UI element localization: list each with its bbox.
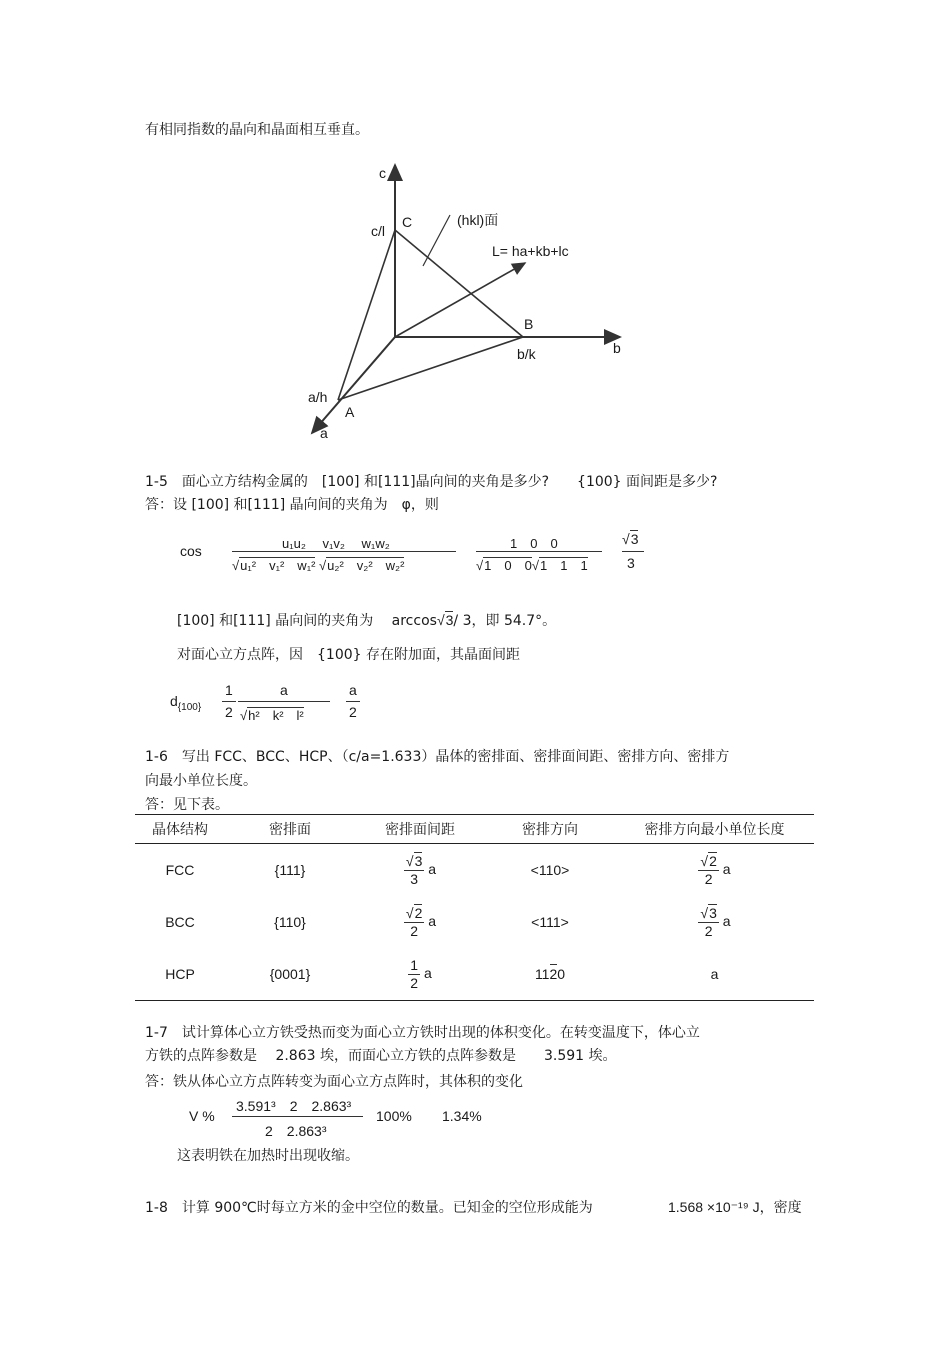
half-bar [222, 701, 236, 702]
header-direction: 密排方向 [485, 815, 615, 844]
label-A: A [345, 404, 355, 420]
d-a-numerator: a [280, 682, 288, 698]
table-row [135, 896, 814, 948]
volume-result: 1.34% [442, 1108, 482, 1124]
label-C: C [402, 214, 413, 230]
label-B: B [524, 316, 534, 332]
d-result-denominator: 2 [349, 704, 357, 720]
direction-cell: <111> [531, 914, 569, 930]
crystal-plane-diagram [290, 155, 650, 450]
header-min-length: 密排方向最小单位长度 [615, 815, 814, 844]
label-plane: (hkl)面 [457, 212, 499, 228]
plane-cell: {0001} [225, 948, 355, 1001]
q17-answer: 答：铁从体心立方点阵转变为面心立方点阵时，其体积的变化 [145, 1074, 523, 1090]
d-result-bar [346, 701, 360, 702]
label-L: L= ha+kb+lc [492, 243, 569, 259]
cos-denominator-2: √1 0 0√1 1 1 [476, 558, 588, 573]
close-packed-table [135, 814, 814, 1001]
q17-question-line2: 方铁的点阵参数是 2.863 埃，而面心立方铁的点阵参数是 3.591 埃。 [145, 1048, 617, 1064]
cos-result-denominator: 3 [627, 555, 635, 571]
volume-percent: 100% [376, 1108, 412, 1124]
edge-AB [338, 337, 523, 400]
q17-conclusion: 这表明铁在加热时出现收缩。 [177, 1148, 359, 1164]
cos-numerator-1: u₁u₂ v₁v₂ w₁w₂ [282, 536, 390, 551]
q16-question-line1: 1-6 写出 FCC、BCC、HCP、（c/a=1.633）晶体的密排面、密排面间距、密排方向、密排方 [145, 749, 730, 765]
volume-fraction-bar [232, 1116, 363, 1117]
q15-answer-intro: 答：设 [100] 和[111] 晶向间的夹角为 φ，则 [145, 497, 439, 513]
label-c: c [379, 165, 386, 181]
structure-cell: FCC [165, 862, 195, 878]
q18-value: 1.568 ×10⁻¹⁹ J，密度 [668, 1199, 802, 1215]
half-denominator: 2 [225, 704, 233, 720]
table-row [135, 844, 814, 897]
plane-cell: {110} [274, 914, 306, 930]
cos-numerator-2: 1 0 0 [510, 536, 558, 551]
spacing-cell: $\frac{√2}{2}$ a [405, 904, 437, 939]
q16-answer: 答：见下表。 [145, 797, 229, 813]
d-result-numerator: a [349, 682, 357, 698]
header-structure: 晶体结构 [135, 815, 225, 844]
half-numerator: 1 [225, 682, 233, 698]
table-row [135, 948, 814, 1001]
structure-cell: HCP [135, 948, 225, 1001]
spacing-cell: $\frac{√3}{3}$ a [405, 852, 437, 887]
volume-numerator: 3.591³ 2 2.863³ [236, 1098, 352, 1114]
intro-line: 有相同指数的晶向和晶面相互垂直。 [145, 122, 369, 138]
header-plane: 密排面 [225, 815, 355, 844]
q17-question-line1: 1-7 试计算体心立方铁受热而变为面心立方铁时出现的体积变化。在转变温度下，体心立 [145, 1025, 700, 1041]
q15-question: 1-5 面心立方结构金属的 [100] 和[111]晶向间的夹角是多少? {100} 面间距是多少? [145, 474, 718, 490]
label-c-over-l: c/l [371, 223, 385, 239]
angle-result-line: [100] 和[111] 晶向间的夹角为 arccos√3/ 3，即 54.7°。 [177, 612, 557, 629]
cos-fraction-bar-2 [476, 551, 602, 552]
cos-fraction-bar-1 [232, 551, 456, 552]
cos-result-numerator: √3 [622, 531, 639, 547]
overbar-mark [550, 964, 557, 965]
d-fraction-bar [238, 701, 330, 702]
q18-text: 1-8 计算 900℃时每立方米的金中空位的数量。已知金的空位形成能为 [145, 1200, 593, 1216]
plane-pointer [423, 215, 450, 266]
min-length-cell: a [615, 948, 814, 1001]
cos-denominator-1: √u₁² v₁² w₁² √u₂² v₂² w₂² [232, 558, 405, 573]
cos-result-bar [622, 551, 644, 552]
direction-cell: <110> [530, 862, 570, 878]
structure-cell: BCC [165, 914, 195, 930]
volume-label: V % [189, 1108, 215, 1124]
label-a: a [320, 425, 328, 441]
min-length-cell: $\frac{√3}{2}$ a [700, 904, 731, 939]
label-b-over-k: b/k [517, 346, 536, 362]
edge-CA [338, 230, 395, 400]
direction-cell: 1120 [485, 948, 615, 1001]
normal-vector-L [395, 263, 525, 337]
label-a-over-h: a/h [308, 389, 328, 405]
min-length-cell: $\frac{√2}{2}$ a [700, 852, 731, 887]
header-spacing: 密排面间距 [355, 815, 485, 844]
plane-cell: {111} [274, 862, 306, 878]
q16-question-line2: 向最小单位长度。 [145, 773, 257, 789]
volume-denominator: 2 2.863³ [265, 1123, 327, 1139]
table-header-row [135, 815, 814, 844]
label-b: b [613, 340, 621, 356]
d100-label: $d_{\{100\}}$ [170, 693, 202, 713]
d-hkl-denominator: √h² k² l² [240, 708, 304, 723]
cos-label: cos [180, 543, 202, 559]
fcc-spacing-text: 对面心立方点阵，因 {100} 存在附加面，其晶面间距 [177, 647, 520, 663]
spacing-cell: $\frac{1}{2}$ a [355, 948, 485, 1001]
